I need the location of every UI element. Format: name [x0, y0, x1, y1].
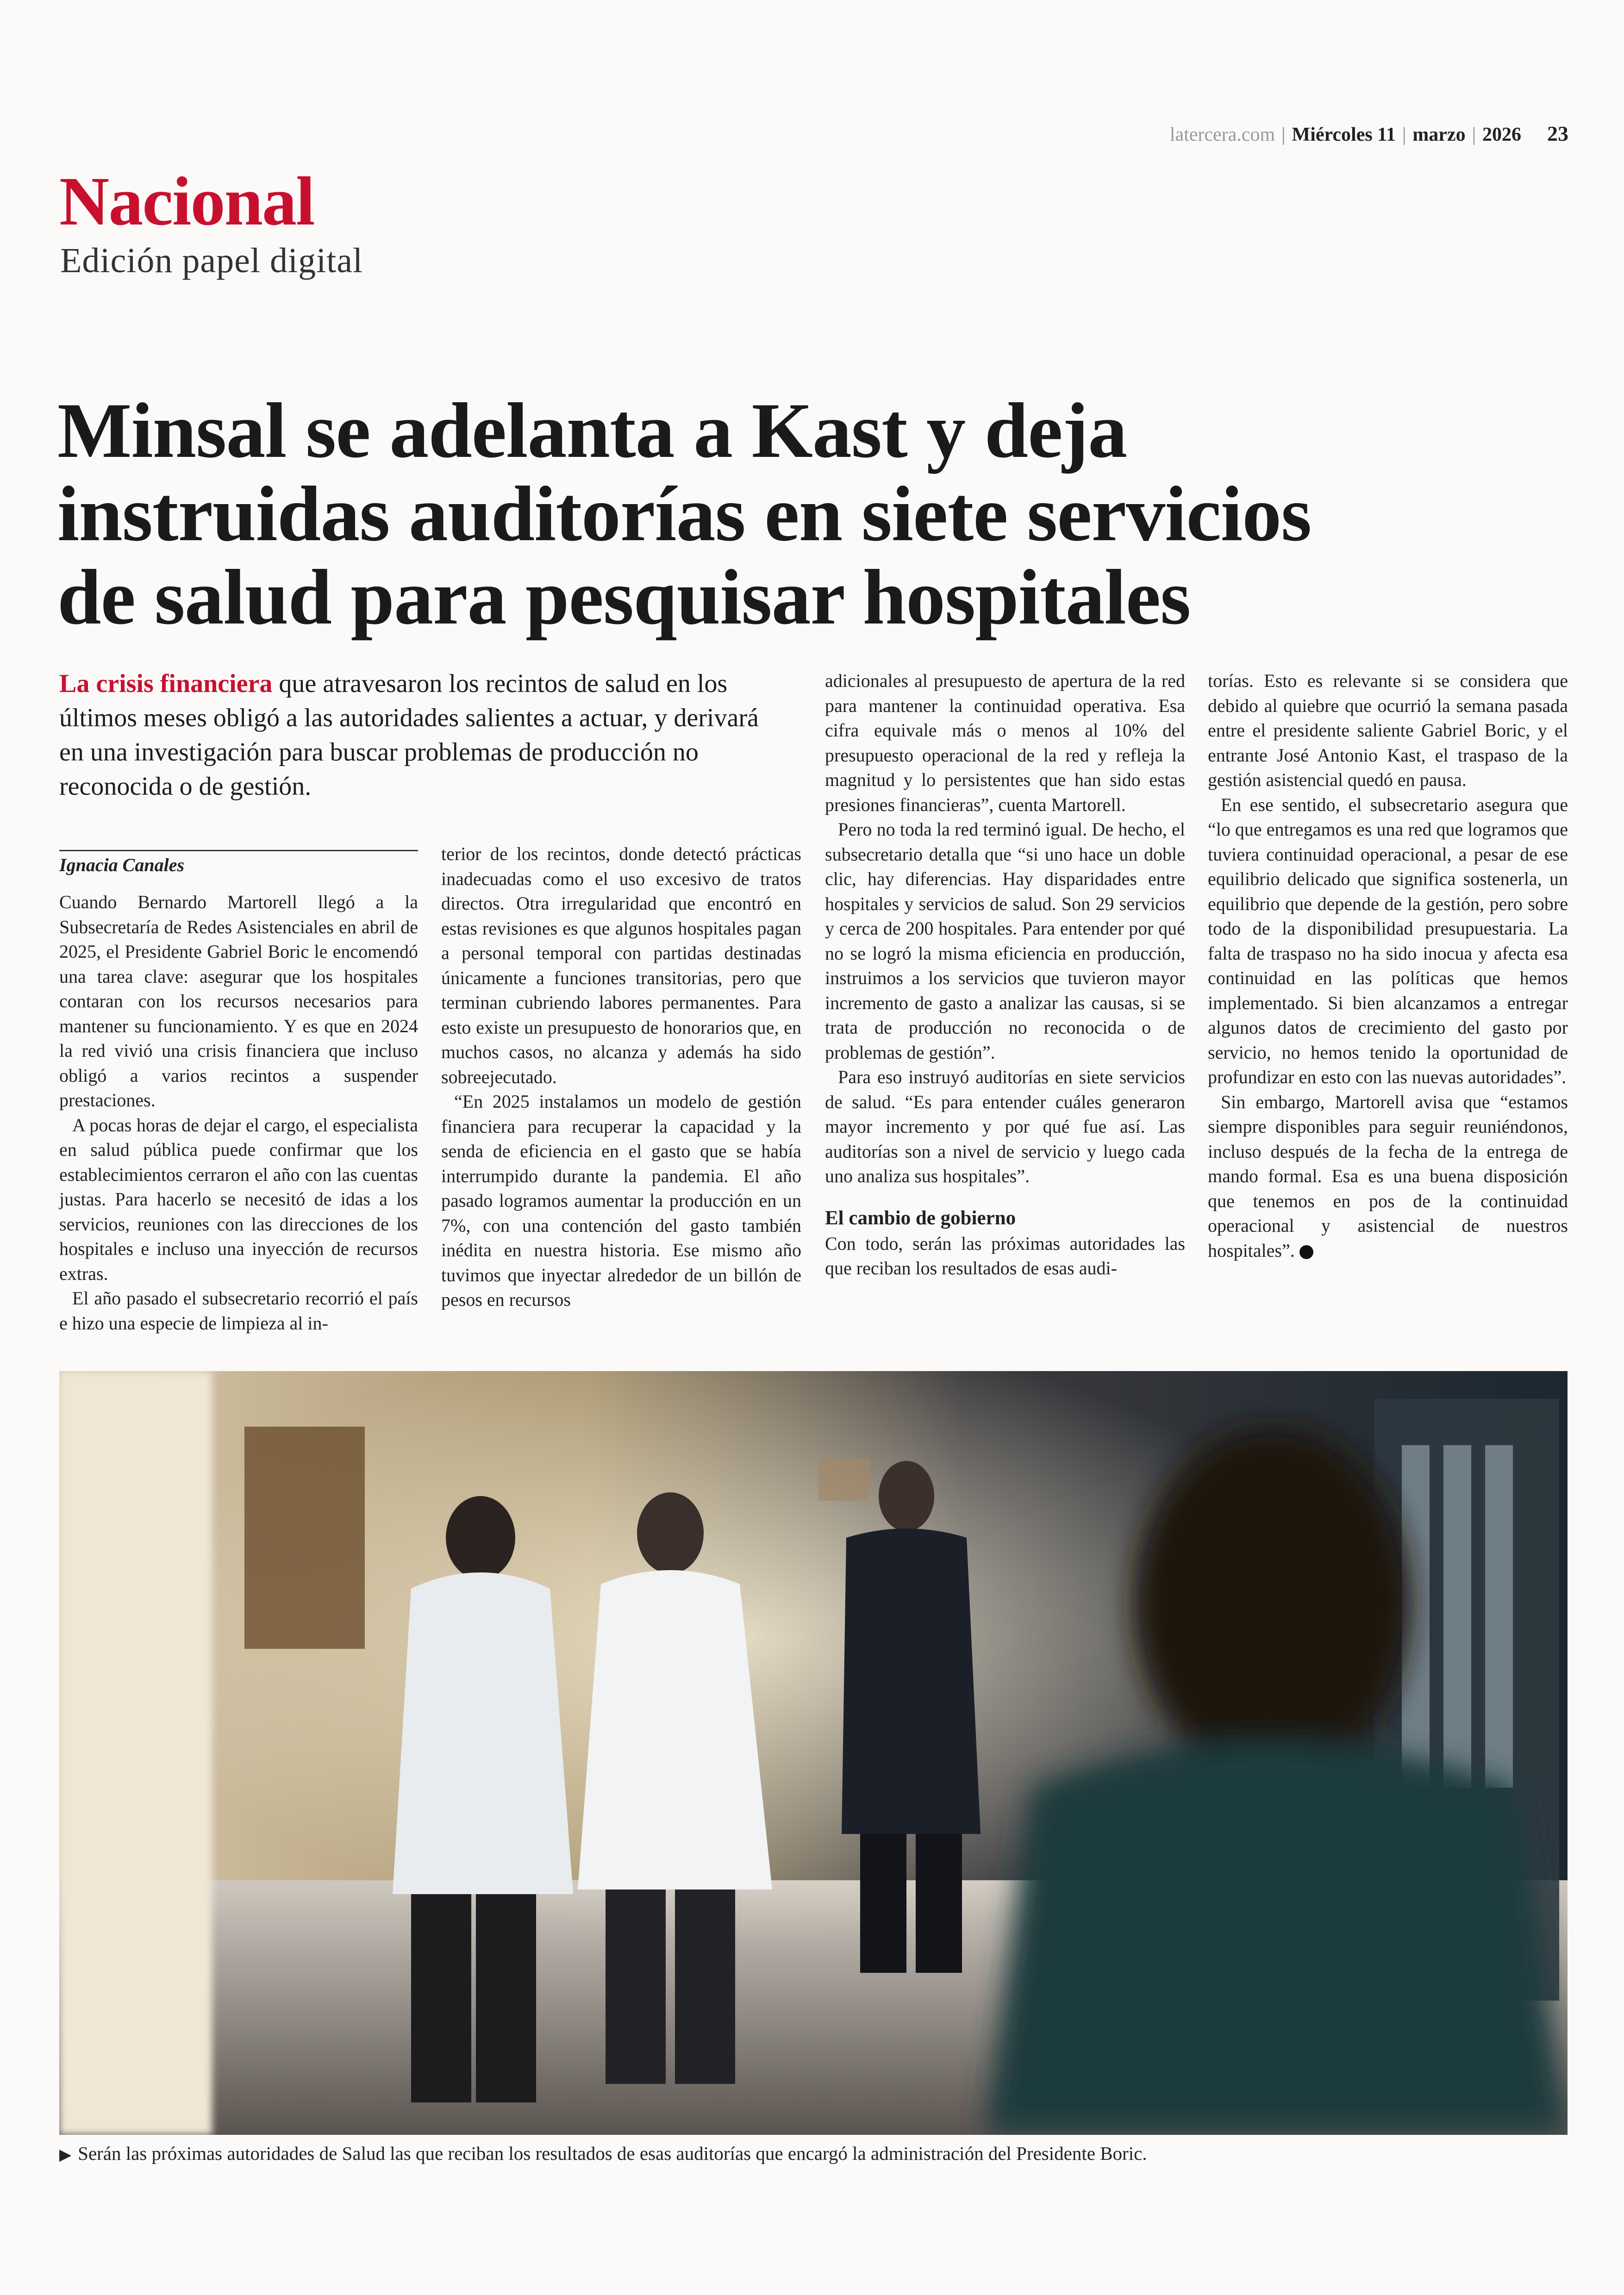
paragraph [1208, 1090, 1568, 1263]
article-column-4 [1208, 668, 1568, 1263]
hospital-corridor-illustration [59, 1371, 1568, 2135]
separator: | [1402, 124, 1406, 145]
end-mark-icon [1299, 1245, 1313, 1259]
paragraph: El año pasado el subsecretario recorrió el país e hizo una especie de limpieza al in- [59, 1288, 418, 1334]
separator: | [1281, 124, 1286, 145]
paragraph: Para eso instruyó auditorías en siete servicios de salud. “Es para entender cuáles generaron mayor incremento y por qué fue así. Las auditorías son a nivel de servicio y luego cada uno analiza sus hospitales”. [825, 1066, 1185, 1186]
article-photo [59, 1371, 1568, 2135]
lede [59, 667, 781, 804]
article-column-3 [825, 668, 1185, 1281]
header-month: marzo [1412, 124, 1466, 145]
section-title: Nacional [59, 163, 314, 240]
header-day: Miércoles 11 [1292, 124, 1396, 145]
paragraph-text: Sin embargo, Martorell avisa que “estamos siempre disponibles para seguir reuniéndonos, incluso después de la fecha de la entrega de mando formal. Esa es una buena disposición que tenemos en pos de la continuidad operacional y asistencial de nuestros hospitales”. [1208, 1091, 1568, 1261]
headline-line: de salud para pesquisar hospitales [57, 554, 1191, 641]
section-subtitle: Edición papel digital [60, 241, 363, 280]
page-number: 23 [1547, 122, 1568, 145]
paragraph: A pocas horas de dejar el cargo, el especialista en salud pública puede confirmar que los establecimientos cerraron el año con las cuentas justas. Para hacerlo se necesitó de idas a los servicios, reuniones con las direcciones de los hospitales e incluso una inyección de recursos extras. [59, 1114, 418, 1284]
lede-highlight: La crisis financiera [59, 669, 273, 698]
caption-marker-icon: ▶ [59, 2146, 72, 2164]
page-header [1170, 121, 1568, 146]
byline: Ignacia Canales [59, 854, 185, 875]
subheading: El cambio de gobierno [825, 1207, 1016, 1229]
article-column-2 [441, 842, 801, 1312]
headline-line: Minsal se adelanta a Kast y deja [57, 387, 1127, 474]
byline-rule [59, 850, 418, 851]
paragraph: torías. Esto es relevante si se considera que debido al quiebre que ocurrió la semana pasada entre el presidente saliente Gabriel Boric, y el entrante José Antonio Kast, el traspaso de la gestión asistencial quedó en pausa. [1208, 670, 1568, 790]
lede-text: que atravesaron los recintos de salud en los últimos meses obligó a las autoridades salientes a actuar, y derivará en una investigación para buscar problemas de producción no reconocida o de gestión. [59, 669, 759, 801]
paragraph: Con todo, serán las próximas autoridades las que reciban los resultados de esas audi- [825, 1233, 1185, 1278]
paragraph: Cuando Bernardo Martorell llegó a la Subsecretaría de Redes Asistenciales en abril de 2025, el Presidente Gabriel Boric le encomendó una tarea clave: asegurar que los hospitales contaran con los recursos necesarios para mantener su funcionamiento. Y es que en 2024 la red vivió una crisis financiera que incluso obligó a varios recintos a suspender prestaciones. [59, 892, 418, 1110]
paragraph: Pero no toda la red terminó igual. De hecho, el subsecretario detalla que “si uno hace un doble clic, hay diferencias. Hay disparidades entre hospitales y servicios de salud. Son 29 servicios y cerca de 200 hospitales. Para entender por qué no se logró la misma eficiencia en producción, instruimos a los servicios que tuvieron mayor incremento de gasto a analizar las causas, si se trata de producción no reconocida o de problemas de gestión”. [825, 819, 1185, 1063]
headline [57, 389, 1567, 639]
caption-text: Serán las próximas autoridades de Salud las que reciban los resultados de esas auditorías que encargó la administración del Presidente Boric. [78, 2143, 1147, 2164]
paragraph: adicionales al presupuesto de apertura de la red para mantener la continuidad operativa. Esa cifra equivale más o menos al 10% del presupuesto operacional de la red y refleja la magnitud y lo persistentes que han sido estas presiones financieras”, cuenta Martorell. [825, 670, 1185, 815]
paragraph: terior de los recintos, donde detectó prácticas inadecuadas como el uso excesivo de tratos directos. Otra irregularidad que encontró en estas revisiones es que algunos hospitales pagan a personal temporal con partidas destinadas únicamente a funciones transitorias, pero que terminan cubriendo labores permanentes. Para esto existe un presupuesto de honorarios que, en muchos casos, no alcanza y además ha sido sobreejecutado. [441, 843, 801, 1087]
site-name: latercera.com [1169, 124, 1275, 145]
headline-line: instruidas auditorías en siete servicios [57, 470, 1312, 557]
paragraph: “En 2025 instalamos un modelo de gestión financiera para recuperar la capacidad y la senda de eficiencia en el gasto que se había interrumpido durante la pandemia. El año pasado logramos aumentar la producción en un 7%, con una contención del gasto también inédita en nuestra historia. Ese mismo año tuvimos que inyectar alrededor de un billón de pesos en recursos [441, 1091, 801, 1310]
article-column-1 [59, 890, 418, 1335]
header-year: 2026 [1482, 124, 1521, 145]
photo-caption [59, 2142, 1568, 2164]
separator: | [1472, 124, 1476, 145]
paragraph: En ese sentido, el subsecretario asegura que “lo que entregamos es una red que logramos que tuviera continuidad operacional, a pesar de ese equilibrio delicado que significa sostenerla, un equilibrio que depende de la gestión, pero sobre todo de la disponibilidad presupuestaria. La falta de traspaso no ha sido inocua y afecta esa continuidad en las políticas que hemos implementado. Si bien alcanzamos a entregar algunos datos de crecimiento del gasto por servicio, no hemos tenido la oportunidad de profundizar en esto con las nuevas autoridades”. [1208, 794, 1568, 1087]
